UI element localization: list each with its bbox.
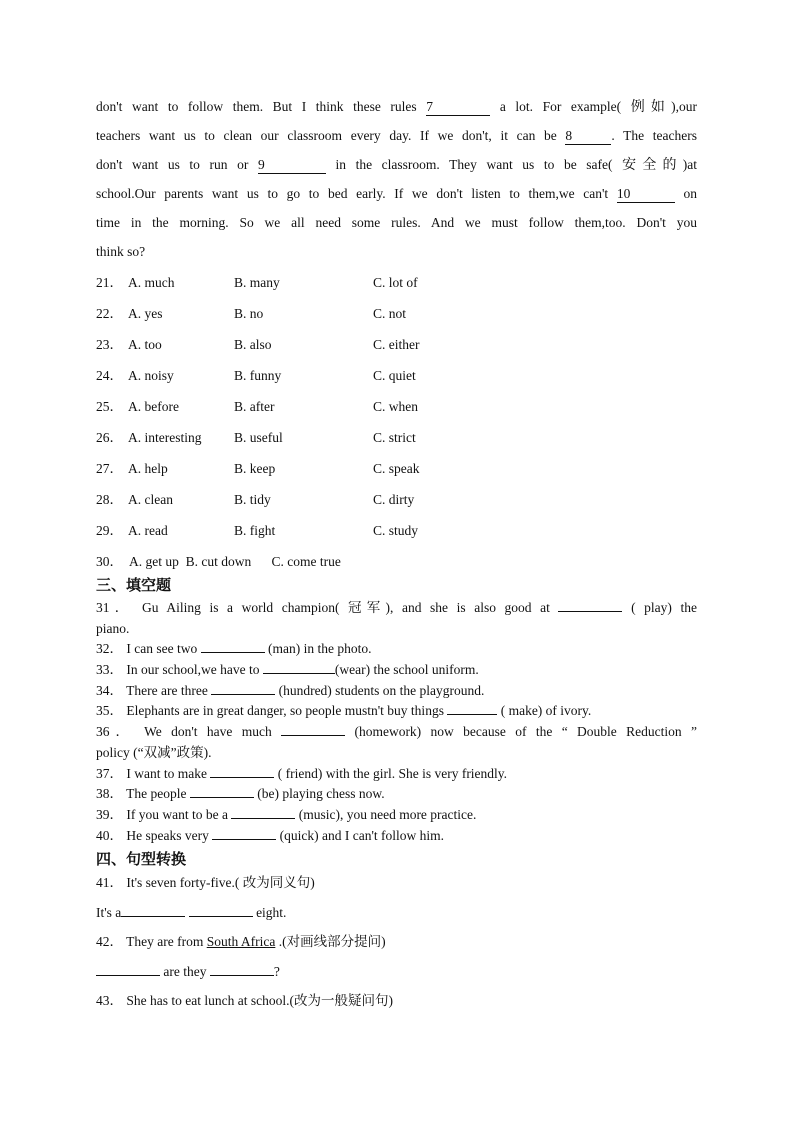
passage-text: ),our	[671, 99, 697, 114]
question-text: 37． I want to make	[96, 765, 211, 781]
blank-9[interactable]: 9	[258, 157, 326, 174]
option-a[interactable]: A. much	[128, 275, 175, 290]
option-b[interactable]: B. many	[234, 275, 280, 290]
q42-answer	[96, 957, 697, 987]
blank-10[interactable]: 10	[617, 186, 675, 203]
passage-chinese: 安全的	[622, 157, 683, 173]
passage-text: teachers want us to clean our classroom every day. If we don't, it can be	[96, 128, 566, 143]
q36-continued: policy (“双减”政策).	[96, 744, 212, 760]
option-row	[96, 303, 716, 334]
option-a[interactable]: A. yes	[128, 306, 163, 321]
transform-questions	[96, 868, 697, 1016]
fill-in-questions	[96, 598, 697, 846]
q35-line	[96, 701, 697, 722]
question-text: ( play) the	[622, 600, 697, 615]
q41-blank-1[interactable]	[121, 903, 185, 917]
option-row	[96, 334, 716, 365]
option-a[interactable]: A. too	[128, 337, 162, 352]
blank-7[interactable]: 7	[426, 99, 490, 116]
answer-text: ?	[273, 963, 280, 979]
question-number: 24．	[96, 368, 123, 383]
question-text: (man) in the photo.	[264, 641, 372, 657]
question-number: 23．	[96, 337, 123, 352]
question-number: 29．	[96, 523, 123, 538]
option-row	[96, 520, 716, 551]
passage-text: . The teachers	[611, 128, 697, 143]
q42-blank-1[interactable]	[96, 962, 160, 976]
q38-line	[96, 784, 697, 805]
passage-line-3	[96, 150, 697, 179]
option-c[interactable]: C. not	[373, 306, 407, 321]
q31-blank[interactable]	[558, 598, 622, 612]
q37-blank[interactable]	[210, 764, 274, 778]
option-b[interactable]: B. useful	[234, 430, 283, 445]
q33-blank[interactable]	[263, 660, 335, 674]
passage-text: )at	[682, 157, 698, 172]
option-a[interactable]: A. read	[128, 523, 168, 538]
option-row	[96, 458, 716, 489]
passage-line-2	[96, 121, 697, 150]
choice-options	[96, 272, 716, 582]
question-text: (be) playing chess now.	[253, 786, 385, 802]
q41-answer	[96, 898, 697, 928]
q34-line	[96, 681, 697, 702]
option-c[interactable]: C. dirty	[373, 492, 415, 507]
section-title-sentence-transform: 四、句型转换	[96, 850, 187, 868]
q40-line	[96, 826, 697, 847]
q36-line	[96, 722, 697, 743]
option-row	[96, 427, 716, 458]
question-number: 26．	[96, 430, 123, 445]
option-b[interactable]: B. fight	[234, 523, 276, 538]
q31-line	[96, 598, 697, 619]
option-c[interactable]: C. when	[373, 399, 418, 414]
answer-text: eight.	[252, 904, 287, 920]
q35-blank[interactable]	[447, 701, 497, 715]
q42-blank-2[interactable]	[210, 962, 274, 976]
passage-line-6: think so?	[96, 244, 146, 259]
question-text: 38． The people	[96, 786, 190, 802]
q34-blank[interactable]	[211, 681, 275, 695]
passage-text: don't want us to run or	[96, 157, 258, 172]
reading-passage	[96, 92, 697, 266]
passage-line-1	[96, 92, 697, 121]
question-number: 21．	[96, 275, 123, 290]
q38-blank[interactable]	[190, 784, 254, 798]
option-b[interactable]: B. tidy	[234, 492, 271, 507]
option-a[interactable]: A. interesting	[128, 430, 202, 445]
question-text: 36． We don't have much	[96, 724, 282, 740]
underlined-phrase: South Africa	[206, 934, 276, 949]
question-text: (wear) the school uniform.	[334, 662, 479, 678]
option-a[interactable]: A. noisy	[128, 368, 174, 383]
option-c[interactable]: C. either	[373, 337, 420, 352]
question-text: .(对画线部分提问)	[275, 934, 386, 949]
option-row	[96, 365, 716, 396]
question-text: 39． If you want to be a	[96, 806, 232, 822]
option-b[interactable]: B. after	[234, 399, 275, 414]
q41-line: 41． It's seven forty-five.( 改为同义句)	[96, 875, 315, 890]
option-b[interactable]: B. funny	[234, 368, 282, 383]
option-a[interactable]: A. before	[128, 399, 179, 414]
question-text: 31． Gu Ailing is a world champion( 冠军), and she is also good at	[96, 600, 559, 615]
passage-text: on	[674, 186, 698, 201]
question-number: 28．	[96, 492, 123, 507]
option-b[interactable]: B. also	[234, 337, 272, 352]
question-text: ( make) of ivory.	[497, 703, 592, 719]
question-text: 42． They are from	[96, 934, 207, 949]
q39-blank[interactable]	[231, 805, 295, 819]
q36-blank[interactable]	[281, 722, 345, 736]
q32-blank[interactable]	[201, 639, 265, 653]
question-text: ( friend) with the girl. She is very friendly.	[274, 765, 508, 781]
q43-line: 43． She has to eat lunch at school.(改为一般疑问句)	[96, 993, 393, 1008]
question-text: 35． Elephants are in great danger, so people mustn't buy things	[96, 703, 448, 719]
question-text: 40． He speaks very	[96, 827, 213, 843]
q39-line	[96, 805, 697, 826]
passage-text: school.Our parents want us to go to bed early. If we don't listen to them,we can't	[96, 186, 617, 201]
option-c[interactable]: C. strict	[373, 430, 416, 445]
option-a[interactable]: A. clean	[128, 492, 173, 507]
option-b[interactable]: B. keep	[234, 461, 276, 476]
question-30-options[interactable]: 30． A. get up B. cut down C. come true	[96, 554, 341, 569]
option-row-30	[96, 551, 716, 582]
q41-blank-2[interactable]	[189, 903, 253, 917]
q40-blank[interactable]	[212, 826, 276, 840]
option-c[interactable]: C. study	[373, 523, 419, 538]
passage-text: don't want to follow them. But I think these rules	[96, 99, 427, 114]
q37-line	[96, 764, 697, 785]
question-number: 27．	[96, 461, 123, 476]
question-text: (hundred) students on the playground.	[275, 682, 485, 698]
option-c[interactable]: C. speak	[373, 461, 420, 476]
question-text: 32． I can see two	[96, 641, 201, 657]
question-text: 34． There are three	[96, 682, 212, 698]
passage-line-5: time in the morning. So we all need some rules. And we must follow them,too. Don't you	[96, 215, 697, 230]
q31-continued: piano.	[96, 620, 130, 636]
answer-text: It's a	[96, 904, 122, 920]
section-title-fill-in: 三、填空题	[96, 576, 172, 594]
option-row	[96, 396, 716, 427]
q33-line	[96, 660, 697, 681]
question-text: (quick) and I can't follow him.	[276, 827, 444, 843]
question-text: (homework) now because of the “ Double Reduction ”	[345, 724, 697, 740]
q42-line	[96, 927, 697, 957]
option-row	[96, 489, 716, 520]
question-text: 33． In our school,we have to	[96, 662, 263, 678]
option-c[interactable]: C. lot of	[373, 275, 418, 290]
answer-text: are they	[160, 963, 210, 979]
passage-text: in the classroom. They want us to be safe(	[325, 157, 623, 172]
passage-text: a lot. For example(	[490, 99, 631, 114]
question-number: 25．	[96, 399, 123, 414]
question-text: (music), you need more practice.	[295, 806, 477, 822]
passage-line-4	[96, 179, 697, 208]
blank-8[interactable]: 8	[565, 128, 611, 145]
question-number: 22．	[96, 306, 123, 321]
option-row	[96, 272, 716, 303]
q32-line	[96, 639, 697, 660]
option-b[interactable]: B. no	[234, 306, 264, 321]
passage-chinese: 例如	[630, 99, 672, 115]
option-a[interactable]: A. help	[128, 461, 168, 476]
option-c[interactable]: C. quiet	[373, 368, 416, 383]
